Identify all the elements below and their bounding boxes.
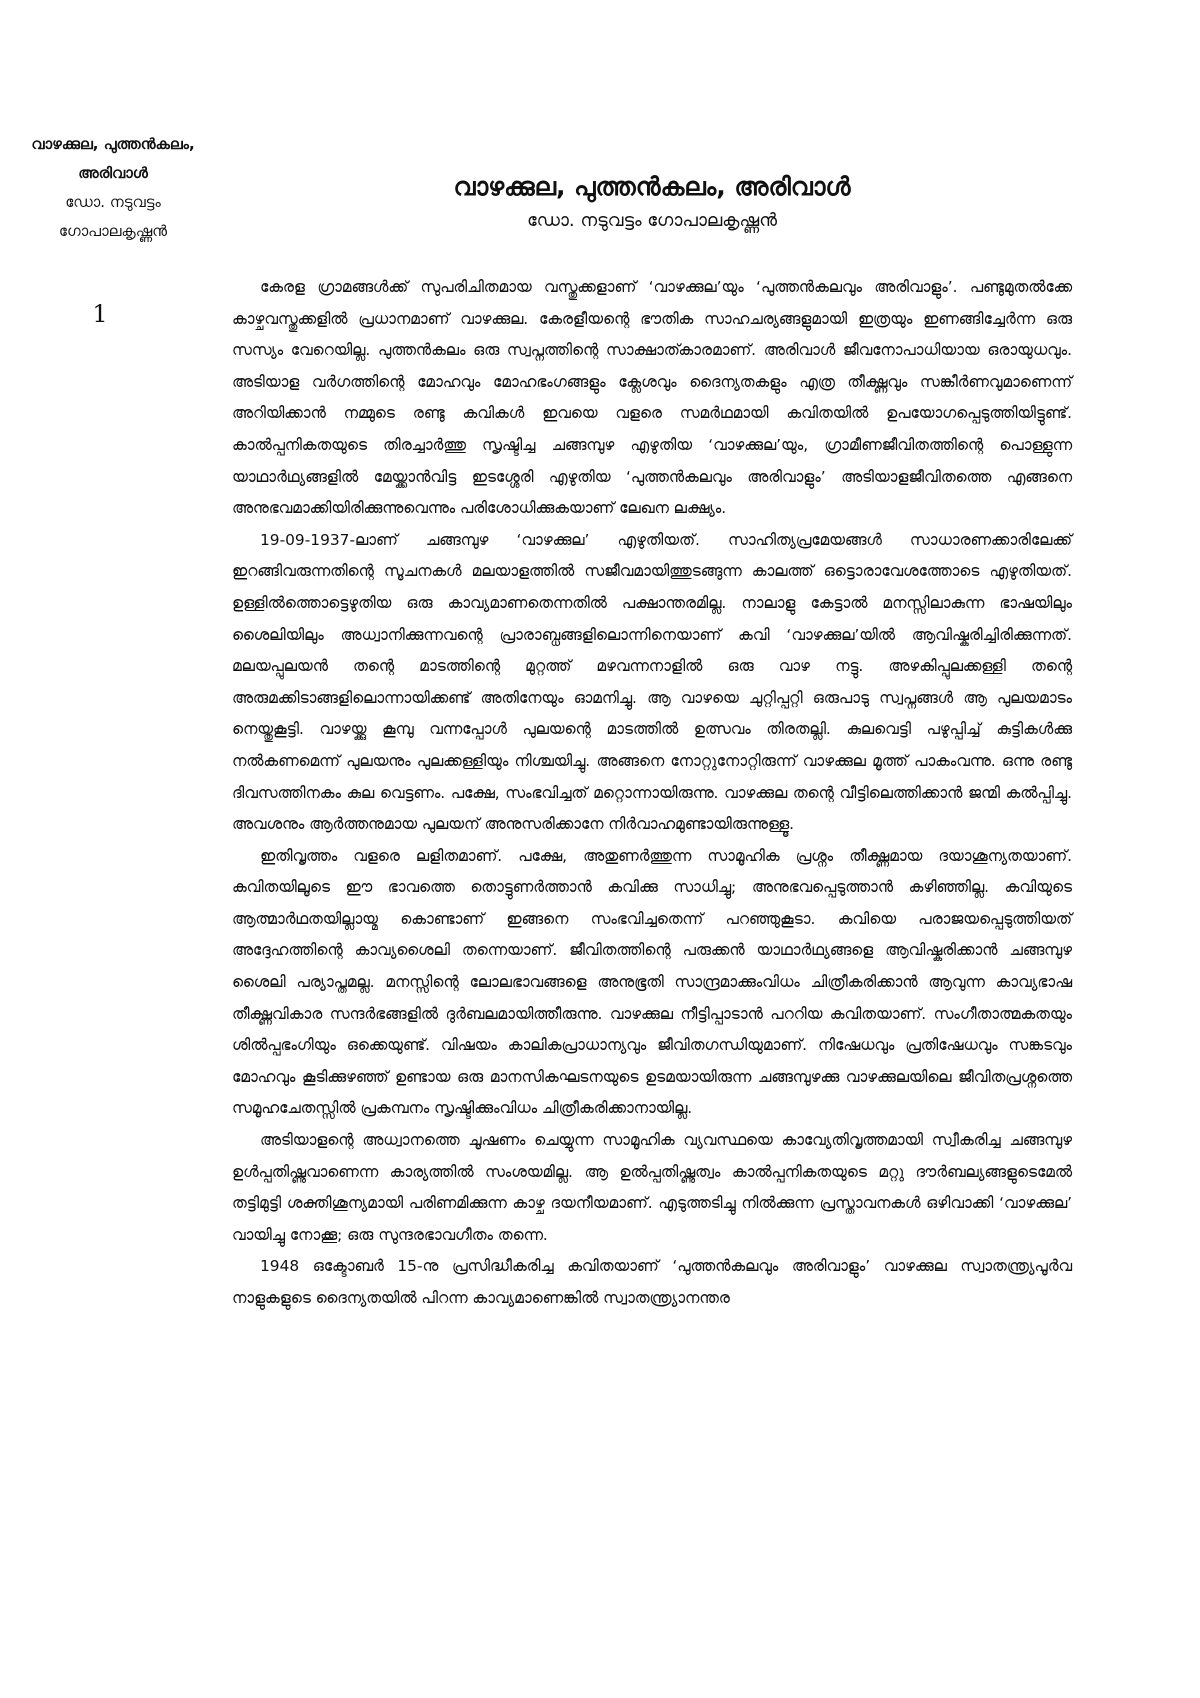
article-body: [232, 272, 1072, 1315]
running-head-title-line-2: അരിവാൾ: [78, 164, 148, 182]
article-title: വാഴക്കുല, പുത്തൻകലം, അരിവാൾ: [453, 172, 851, 201]
paragraph-4: അടിയാളന്റെ അധ്വാനത്തെ ചൂഷണം ചെയ്യുന്ന സാമൂഹിക വ്യവസ്ഥയെ കാവ്യേതിവൃത്തമായി സ്വീകരിച്ച ചങ്ങമ്പുഴ ഉൾപ്പതിഷ്ണുവാണെന്ന കാര്യത്തിൽ സംശയമില്ല. ആ ഉൽപ്പതിഷ്ണുത്വം കാൽപ്പനികതയുടെ മറ്റു ദൗർബല്യങ്ങളുടെമേൽ തട്ടിമുട്ടി ശക്തിശൂന്യമായി പരിണമിക്കുന്ന കാഴ്ച ദയനീയമാണ്. എടുത്തടിച്ചു നിൽക്കുന്ന പ്രസ്താവനകൾ ഒഴിവാക്കി ‘വാഴക്കുല’ വായിച്ചു നോക്കൂ; ഒരു സുന്ദരഭാവഗീതം തന്നെ.: [232, 1131, 1072, 1244]
paragraph-2: 19-09-1937-ലാണ് ചങ്ങമ്പുഴ ‘വാഴക്കുല’ എഴുതിയത്. സാഹിത്യപ്രമേയങ്ങൾ സാധാരണക്കാരിലേക്ക് ഇറങ്ങിവരുന്നതിന്റെ സൂചനകൾ മലയാളത്തിൽ സജീവമായിത്തുടങ്ങുന്ന കാലത്ത് ഒട്ടൊരാവേശത്തോടെ എഴുതിയത്. ഉള്ളിൽത്തൊട്ടെഴുതിയ ഒരു കാവ്യമാണതെന്നതിൽ പക്ഷാന്തരമില്ല. നാലാളു കേട്ടാൽ മനസ്സിലാകുന്ന ഭാഷയിലും ശൈലിയിലും അധ്വാനിക്കുന്നവന്റെ പ്രാരാബ്ധങ്ങളിലൊന്നിനെയാണ് കവി ‘വാഴക്കുല’യിൽ ആവിഷ്കരിച്ചിരിക്കുന്നത്. മലയപ്പുലയൻ തന്റെ മാടത്തിന്റെ മുറ്റത്ത് മഴവന്നനാളിൽ ഒരു വാഴ നട്ടു. അഴകിപ്പുലക്കള്ളി തന്റെ അരുമക്കിടാങ്ങളിലൊന്നായിക്കണ്ട് അതിനേയും ഓമനിച്ചു. ആ വാഴയെ ചുറ്റിപ്പറ്റി ഒരുപാടു സ്വപ്നങ്ങൾ ആ പുലയമാടം നെയ്തുകൂട്ടി. വാഴയ്ക്കു കൂമ്പു വന്നപ്പോൾ പുലയന്റെ മാടത്തിൽ ഉത്സവം തിരതല്ലി. കുലവെട്ടി പഴുപ്പിച്ച് കുട്ടികൾക്കു നൽകണമെന്ന് പുലയനും പുലക്കള്ളിയും നിശ്ചയിച്ചു. അങ്ങനെ നോറ്റുനോറ്റിരുന്ന് വാഴക്കുല മൂത്ത് പാകംവന്നു. ഒന്നു രണ്ടു ദിവസത്തിനകം കുല വെട്ടണം. പക്ഷേ, സംഭവിച്ചത് മറ്റൊന്നായിരുന്നു. വാഴക്കുല തന്റെ വീട്ടിലെത്തിക്കാൻ ജന്മി കൽപ്പിച്ചു. അവശനും ആർത്തനുമായ പുലയന് അനുസരിക്കാനേ നിർവാഹമുണ്ടായിരുന്നുള്ളൂ.: [232, 530, 1072, 834]
running-head-title-line-1: വാഴക്കുല, പുത്തൻകലം,: [31, 135, 195, 153]
paragraph-5: 1948 ഒക്ടോബർ 15-നു പ്രസിദ്ധീകരിച്ച കവിതയാണ് ‘പുത്തൻകലവും അരിവാളും’ വാഴക്കുല സ്വാതന്ത്ര്യപൂർവ നാളുകളുടെ ദൈന്യതയിൽ പിറന്ന കാവ്യമാണെങ്കിൽ സ്വാതന്ത്ര്യാനന്തര: [232, 1257, 1072, 1307]
article-author: ഡോ. നടുവട്ടം ഗോപാലകൃഷ്ണൻ: [526, 210, 778, 231]
running-head-author-line-1: ഡോ. നടുവട്ടം: [65, 193, 161, 211]
page-number: 1: [92, 300, 108, 328]
running-head-author-line-2: ഗോപാലകൃഷ്ണൻ: [58, 222, 168, 240]
paragraph-3: ഇതിവൃത്തം വളരെ ലളിതമാണ്. പക്ഷേ, അതുണർത്തുന്ന സാമൂഹിക പ്രശ്നം തീക്ഷ്ണമായ ദയാശൂന്യതയാണ്. കവിതയിലൂടെ ഈ ഭാവത്തെ തൊട്ടുണർത്താൻ കവിക്കു സാധിച്ചു; അനുഭവപ്പെടുത്താൻ കഴിഞ്ഞില്ല. കവിയുടെ ആത്മാർഥതയില്ലായ്മ കൊണ്ടാണ് ഇങ്ങനെ സംഭവിച്ചതെന്ന് പറഞ്ഞുകൂടാ. കവിയെ പരാജയപ്പെടുത്തിയത് അദ്ദേഹത്തിന്റെ കാവ്യശൈലി തന്നെയാണ്. ജീവിതത്തിന്റെ പരുക്കൻ യാഥാർഥ്യങ്ങളെ ആവിഷ്കരിക്കാൻ ചങ്ങമ്പുഴ ശൈലി പര്യാപ്തമല്ല. മനസ്സിന്റെ ലോലഭാവങ്ങളെ അനുഭൂതി സാന്ദ്രമാക്കുംവിധം ചിത്രീകരിക്കാൻ ആവുന്ന കാവ്യഭാഷ തീക്ഷ്ണവികാര സന്ദർഭങ്ങളിൽ ദുർബലമായിത്തീരുന്നു. വാഴക്കുല നീട്ടിപ്പാടാൻ പററിയ കവിതയാണ്. സംഗീതാത്മകതയും ശിൽപ്പഭംഗിയും ഒക്കെയുണ്ട്. വിഷയം കാലികപ്രാധാന്യവും ജീവിതഗന്ധിയുമാണ്. നിഷേധവും പ്രതിഷേധവും സങ്കടവും മോഹവും കൂടിക്കുഴഞ്ഞ് ഉണ്ടായ ഒരു മാനസികഘടനയുടെ ഉടമയായിരുന്ന ചങ്ങമ്പുഴക്കു വാഴക്കുലയിലെ ജീവിതപ്രശ്നത്തെ സമൂഹചേതസ്സിൽ പ്രകമ്പനം സൃഷ്ടിക്കുംവിധം ചിത്രീകരിക്കാനായില്ല.: [232, 846, 1072, 1118]
article-header: [232, 168, 1072, 236]
paragraph-1: കേരള ഗ്രാമങ്ങൾക്ക് സുപരിചിതമായ വസ്തുക്കളാണ് ‘വാഴക്കുല’യും ‘പുത്തൻകലവും അരിവാളും’. പണ്ടുമുതൽക്കേ കാഴ്ചവസ്തുക്കളിൽ പ്രധാനമാണ് വാഴക്കുല. കേരളീയന്റെ ഭൗതിക സാഹചര്യങ്ങളുമായി ഇത്രയും ഇണങ്ങിച്ചേർന്ന ഒരു സസ്യം വേറെയില്ല. പുത്തൻകലം ഒരു സ്വപ്നത്തിന്റെ സാക്ഷാത്കാരമാണ്. അരിവാൾ ജീവനോപാധിയായ ഒരായുധവും. അടിയാള വർഗത്തിന്റെ മോഹവും മോഹഭംഗങ്ങളും ക്ലേശവും ദൈന്യതകളും എത്ര തീക്ഷ്ണവും സങ്കീർണവുമാണെന്ന് അറിയിക്കാൻ നമ്മുടെ രണ്ടു കവികൾ ഇവയെ വളരെ സമർഥമായി കവിതയിൽ ഉപയോഗപ്പെടുത്തിയിട്ടുണ്ട്. കാൽപ്പനികതയുടെ തിരച്ചാർത്തു സൃഷ്ടിച്ച ചങ്ങമ്പുഴ എഴുതിയ ‘വാഴക്കുല’യും, ഗ്രാമീണജീവിതത്തിന്റെ പൊള്ളുന്ന യാഥാർഥ്യങ്ങളിൽ മേയ്ക്കാൻവിട്ട ഇടശ്ശേരി എഴുതിയ ‘പുത്തൻകലവും അരിവാളും’ അടിയാളജീവിതത്തെ എങ്ങനെ അനുഭവമാക്കിയിരിക്കുന്നുവെന്നും പരിശോധിക്കുകയാണ് ലേഖന ലക്ഷ്യം.: [232, 278, 1072, 518]
running-head: [18, 130, 208, 246]
